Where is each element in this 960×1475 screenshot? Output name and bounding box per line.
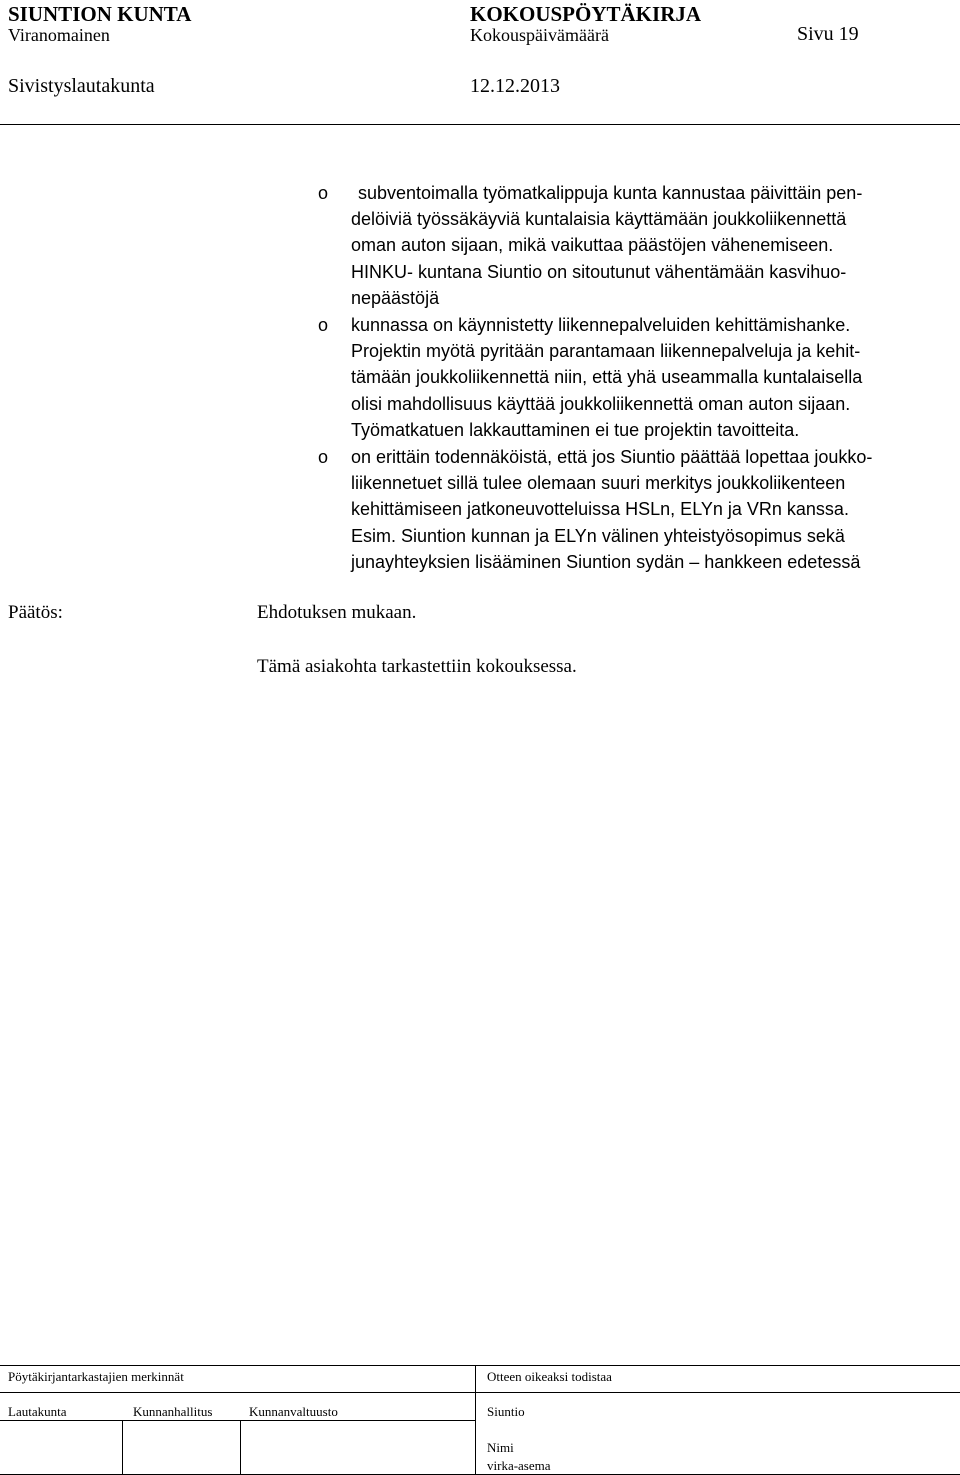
list-item-line: nepäästöjä xyxy=(351,288,440,308)
col-kunnanvaltuusto: Kunnanvaltuusto xyxy=(249,1404,338,1419)
decision-text: Ehdotuksen mukaan. xyxy=(257,602,417,623)
checked-note: Tämä asiakohta tarkastettiin kokouksessa. xyxy=(257,656,577,677)
col-kunnanhallitus: Kunnanhallitus xyxy=(133,1404,213,1419)
doc-type: KOKOUSPÖYTÄKIRJA xyxy=(470,2,702,26)
list-item-line: kehittämiseen jatkoneuvotteluissa HSLn, ELYn ja VRn kanssa. xyxy=(351,499,849,519)
col-lautakunta: Lautakunta xyxy=(8,1404,67,1419)
reviewers-label: Pöytäkirjantarkastajien merkinnät xyxy=(8,1369,184,1384)
list-item-line: olisi mahdollisuus käyttää joukkoliikennettä oman auton sijaan. xyxy=(351,394,851,414)
org-name: SIUNTION KUNTA xyxy=(8,2,192,26)
list-item-line: subventoimalla työmatkalippuja kunta kannustaa päivittäin pen- xyxy=(358,183,863,203)
list-item-line: delöiviä työssäkäyviä kuntalaisia käyttämään joukkoliikennettä xyxy=(351,209,847,229)
authority-label: Viranomainen xyxy=(8,25,110,45)
header-rule xyxy=(0,124,960,125)
list-item-line: Projektin myötä pyritään parantamaan liikennepalveluja ja kehit- xyxy=(351,341,861,361)
authority-name: Sivistyslautakunta xyxy=(8,75,155,97)
list-item-line: Esim. Siuntion kunnan ja ELYn välinen yhteistyösopimus sekä xyxy=(351,526,845,546)
footer-col-divider xyxy=(475,1365,476,1474)
footer-cell-rule xyxy=(0,1420,475,1421)
position-label: virka-asema xyxy=(487,1458,551,1473)
place-name: Siuntio xyxy=(487,1404,525,1419)
certified-label: Otteen oikeaksi todistaa xyxy=(487,1369,612,1384)
page-number: Sivu 19 xyxy=(797,23,859,45)
footer-top-rule xyxy=(0,1365,960,1366)
list-item-line: liikennetuet sillä tulee olemaan suuri merkitys joukkoliikenteen xyxy=(351,473,846,493)
decision-label: Päätös: xyxy=(8,602,63,623)
bullet-marker: o xyxy=(318,315,329,335)
name-label: Nimi xyxy=(487,1440,514,1455)
list-item-line: tämään joukkoliikennettä niin, että yhä useammalla kuntalaisella xyxy=(351,367,863,387)
list-item-line: HINKU- kuntana Siuntio on sitoutunut vähentämään kasvihuo- xyxy=(351,262,847,282)
meeting-date: 12.12.2013 xyxy=(470,75,560,97)
date-label: Kokouspäivämäärä xyxy=(470,25,609,45)
list-item-line: junayhteyksien lisääminen Siuntion sydän – hankkeen edetessä xyxy=(351,552,861,572)
list-item-line: Työmatkatuen lakkauttaminen ei tue projektin tavoitteita. xyxy=(351,420,800,440)
list-item-line: kunnassa on käynnistetty liikennepalveluiden kehittämishanke. xyxy=(351,315,851,335)
bullet-marker: o xyxy=(318,183,329,203)
footer-col-divider xyxy=(240,1420,241,1474)
list-item-line: oman auton sijaan, mikä vaikuttaa päästöjen vähenemiseen. xyxy=(351,235,834,255)
footer-col-divider xyxy=(122,1420,123,1474)
bullet-marker: o xyxy=(318,447,329,467)
footer-mid-rule xyxy=(0,1392,960,1393)
list-item-line: on erittäin todennäköistä, että jos Siuntio päättää lopettaa joukko- xyxy=(351,447,873,467)
